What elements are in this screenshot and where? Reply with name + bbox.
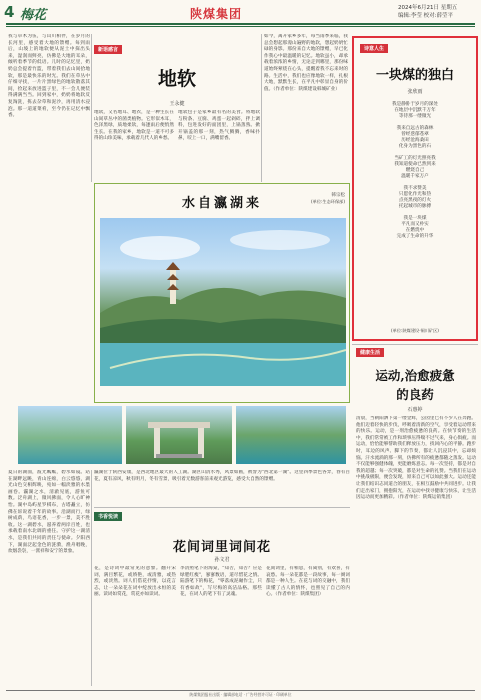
article-title-sport-1: 运动,治愈疲惫 <box>375 368 455 383</box>
poem-line: 我知道使命已然到来 <box>394 162 436 167</box>
lake-photo-left <box>18 406 122 464</box>
article-text-flowers-2: 李清照笔下的海棠，"知否，知否？应是绿肥红瘦"，寥寥数语，道尽惜花之情。陆游笔下的梅花，"零落成泥碾作尘，只有香如故"，写尽梅的高洁品格。那些花，在词人的笔下有了灵魂。 <box>180 566 262 598</box>
article-text-sport: 清晨，当朝阳洒下第一缕金辉，公园里已有不少人在奔跑。他们迈着轻快的步伐，呼吸着清新的空气，享受着运动带来的快乐。运动，是一剂治愈疲惫的良药。在快节奏的生活中，我们常常被工作和琐事压得喘不过气来，身心俱疲。而运动，恰恰能够帮助我们释放压力，找回内心的平静。跑步时，耳边的风声、脚下的节奏，都让人沉浸其中，忘却烦恼。汗水流淌的那一刻，仿佛所有的疲惫都随之蒸发。运动不仅能够强健体魄，更能磨炼意志。每一次坚持，都是对自我的超越；每一次突破，都是对生命的礼赞。当我们在运动中挑战极限，便会发现，原来自己可以如此强大。运动还能让我们结识志同道合的朋友，在相互鼓励中共同进步。让我们走出家门，拥抱阳光，在运动中找寻健康与快乐，让生活因运动而更加精彩。（作者单位：陕煤运销集团） <box>356 416 476 501</box>
poem-line: 当矿工的灯光照亮我 <box>394 156 436 161</box>
header-rule <box>6 23 475 25</box>
column-rule <box>91 470 92 686</box>
poem-line: 我不求赞美 <box>403 186 427 191</box>
poem-note: (单位:陕煤建设·铜川矿区) <box>391 328 439 333</box>
section-tag-dirt: 新语感言 <box>94 45 122 54</box>
poem-line: 我是一块煤 <box>403 216 427 221</box>
article-title-flowers: 花间词里词间花 <box>172 540 271 555</box>
photo-feature-title: 水自瀛湖来 <box>181 196 262 211</box>
article-author-flowers: 孙文君 <box>214 557 230 563</box>
section-rule <box>94 507 350 508</box>
article-author-dirt: 王永健 <box>169 101 185 107</box>
gate-illustration <box>126 406 232 464</box>
poem-line: 我来自远古的森林 <box>396 126 434 131</box>
supplement-brand: 梅花 <box>20 8 47 23</box>
poem-line: 化身为黑色的石 <box>398 144 432 149</box>
article-text-column: 我与草木为伍，与山川相伴，在岁月的长河里，感受着大地的馈赠。每到雨后，山坡上的地软便从泥土中探出头来，湿润而鲜亮，仿佛是大地的耳朵，倾听着季节的低语。儿时的记忆里，奶奶总会提着竹篮，带着我们去山间拾地软，那是最快乐的时光。我们在草丛中仔细寻找，一片片黑绿色的地软散落其间，捡起来放进篮子里，不一会儿便装得满满当当。回到家中，奶奶将地软反复淘洗，拣去杂草和泥沙，再用清水浸泡。那一道道菜肴，至今仍在记忆中飘香。 <box>8 34 90 119</box>
poem-line: 在地层中沉默千万年 <box>394 108 436 113</box>
issue-editors: 编辑:李莹 校对:薛莹平 <box>398 13 453 19</box>
footer-text: 陕煤集团报社出版 · 编辑部电话 · 广告经营许可证 · 印刷单位 <box>189 692 292 697</box>
article-text-dirt: 地软，又名地耳、地衣，是一种生长在山间草丛中的菌类植物。它形似木耳，色泽黑绿，质地柔软，每逢雨后便悄然生长。在我的家乡，地软是一道不可多得的山珍美味，承载着几代人的乡愁。 <box>94 110 174 142</box>
poem-line: 我是静卧于岁月的深处 <box>392 102 438 107</box>
poem-lines <box>354 102 476 240</box>
poem-line: 历经沧海桑田 <box>401 138 429 143</box>
poem-line: 等待那一缕微光 <box>398 114 432 119</box>
poem-line: 温暖千家万户 <box>401 174 429 179</box>
poem-line: 曾经葱郁苍翠 <box>401 132 429 137</box>
section-rule <box>352 344 478 345</box>
poem-line: 平凡而又朴实 <box>401 222 429 227</box>
section-title: 陕煤集团 <box>190 7 243 21</box>
poem-title: 一块煤的独白 <box>375 68 454 83</box>
poem-line: 完成了生命的升华 <box>396 234 434 239</box>
footer-rule <box>6 690 475 691</box>
section-tag-flowers: 书香悦读 <box>94 512 122 521</box>
photo-feature-author: 韩宗松 <box>331 193 345 198</box>
section-tag-sport: 健康生活 <box>356 348 384 357</box>
lake-photo-main <box>100 218 346 386</box>
article-title-dirt: 地软 <box>157 68 196 90</box>
page-number: 4 <box>4 3 15 21</box>
page-header <box>0 0 481 34</box>
poem-box <box>352 36 478 341</box>
article-text-dirt-2: 地软包子是家乡最有名的美食。将地软与粉条、豆腐、鸡蛋一起剁碎，拌上调料，包进发好的面团里，上锅蒸熟。掀开锅盖的那一刻，热气腾腾，香味扑鼻，咬上一口，满嘴留香。 <box>178 110 260 142</box>
article-text-flowers-1: 花，是诗词中最常见的意象。翻开宋词，满目繁花，或娇艳，或清雅，或热烈，或淡然。词人们借花抒情，以花言志，让一朵朵花在词中绽放出永恒的美丽。读词如赏花，赏花亦如读词。 <box>94 566 176 598</box>
lake-photo-illustration <box>100 218 346 386</box>
article-text-dirt-3: 如今，离开家乡多年，每当雨季来临，我总会想起那漫山遍野的地软，想起奶奶忙碌的身影。那份来自大地的馈赠，早已化作我心中最温暖的记忆。地软虽小，却承载着浓浓的乡情，无论走到哪里，那份味道始终萦绕在心头，提醒着我不忘来时的路。生活中，我们也应像地软一样，扎根大地，默默生长，在平凡中彰显自身的价值。（作者单位：陕煤建设韩城矿业） <box>264 34 348 92</box>
issue-date: 2024年6月21日 星期五 <box>398 5 458 11</box>
lake-photo-gate <box>126 406 232 464</box>
article-title-sport-2: 的良药 <box>396 387 434 402</box>
poem-line: 托起城市的脉搏 <box>398 204 432 209</box>
poem-line: 燃烧自己 <box>405 168 425 173</box>
lake-photo-right <box>236 406 346 464</box>
section-tag-coal: 诗意人生 <box>360 44 388 53</box>
article-author-sport: 石惠婷 <box>407 407 423 413</box>
poem-line: 点亮黑夜的灯火 <box>398 198 432 203</box>
poem-line: 在燃烧中 <box>405 228 425 233</box>
poem-line: 只愿化作光和热 <box>398 192 432 197</box>
article-text-lower-left: 夏日的湖面，波光粼粼，碧水如镜。站在湖畔远眺，青山连绵，白云悠悠，湖光山色交相辉映，宛如一幅淡雅的水墨画卷。瀛湖之水，清澈见底，游鱼可数。泛舟湖上，微风拂面，令人心旷神怡。湖中岛屿星罗棋布，古塔矗立，仿佛在诉说着千年的故事。沿湖而行，绿树成荫，鸟语花香，一步一景，美不胜收。这一湖碧水，滋养着两岸百姓，也承载着南水北调的重任。守护这一湖清水，是我们共同的责任与使命。夕阳西下，湖面泛起金色的涟漪，渔舟唱晚，炊烟袅袅，一派祥和安宁的景象。 <box>8 470 90 555</box>
article-text-lake: 瀛湖位于陕西安康，是西北地区最大的人工湖。湖区山清水秀，风景如画，被誉为"西北第一湖"。这里四季景色各异，春有百花，夏有凉风，秋有明月，冬有雪景，吸引着无数游客前来观光游览，感受大自然的馈赠。 <box>94 470 350 482</box>
column-rule <box>261 34 262 182</box>
article-text-flowers-3: 花间词里，有相思，有离别，有欢喜，有哀愁。每一朵花都是一段故事，每一阕词都是一种人生。在花与词的交融中，我们读懂了古人的情怀，也照见了自己的内心。（作者单位：陕煤集团） <box>266 566 350 598</box>
column-rule <box>91 34 92 182</box>
poem-author: 张欣雨 <box>407 89 423 95</box>
header-rule-thin <box>6 26 475 27</box>
photo-feature-org: (单位:生态环保部) <box>311 199 345 204</box>
